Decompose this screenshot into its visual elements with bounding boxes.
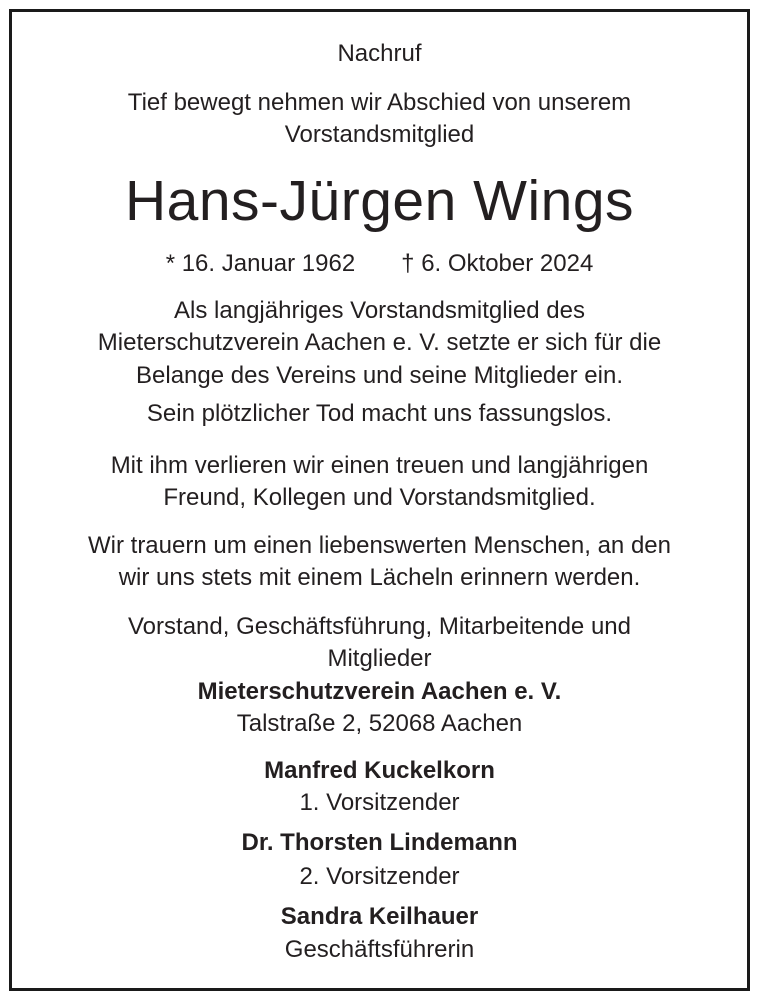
person-2-role: 2. Vorsitzender — [299, 863, 460, 890]
paragraph-1-line-3: Belange des Vereins und seine Mitglieder ein. — [136, 362, 623, 389]
intro-line-1: Tief bewegt nehmen wir Abschied von unserem — [127, 89, 632, 116]
person-1-name: Manfred Kuckelkorn — [264, 757, 495, 784]
person-1-role: 1. Vorsitzender — [299, 789, 460, 816]
notice-heading: Nachruf — [337, 40, 422, 67]
paragraph-2: Sein plötzlicher Tod macht uns fassungslos. — [146, 400, 613, 427]
paragraph-4-line-1: Wir trauern um einen liebenswerten Menschen, an den — [88, 532, 671, 559]
paragraph-1-line-2: Mieterschutzverein Aachen e. V. setzte er sich für die — [97, 329, 662, 356]
intro-line-2: Vorstandsmitglied — [284, 121, 475, 148]
life-dates — [0, 248, 759, 280]
paragraph-1-line-1: Als langjähriges Vorstandsmitglied des — [174, 297, 585, 324]
organization-address: Talstraße 2, 52068 Aachen — [236, 710, 523, 737]
organization-name: Mieterschutzverein Aachen e. V. — [197, 678, 562, 705]
death-date: † 6. Oktober 2024 — [401, 250, 594, 277]
signatories-line-1: Vorstand, Geschäftsführung, Mitarbeitende und — [128, 613, 631, 640]
paragraph-3-line-2: Freund, Kollegen und Vorstandsmitglied. — [163, 484, 596, 511]
signatories-line-2: Mitglieder — [327, 645, 432, 672]
person-2-name: Dr. Thorsten Lindemann — [241, 829, 518, 856]
deceased-name: Hans-Jürgen Wings — [124, 169, 635, 233]
birth-date: * 16. Januar 1962 — [165, 250, 356, 277]
paragraph-4-line-2: wir uns stets mit einem Lächeln erinnern werden. — [118, 564, 641, 591]
paragraph-3-line-1: Mit ihm verlieren wir einen treuen und langjährigen — [110, 452, 649, 479]
person-3-name: Sandra Keilhauer — [280, 903, 479, 930]
person-3-role: Geschäftsführerin — [284, 936, 475, 963]
